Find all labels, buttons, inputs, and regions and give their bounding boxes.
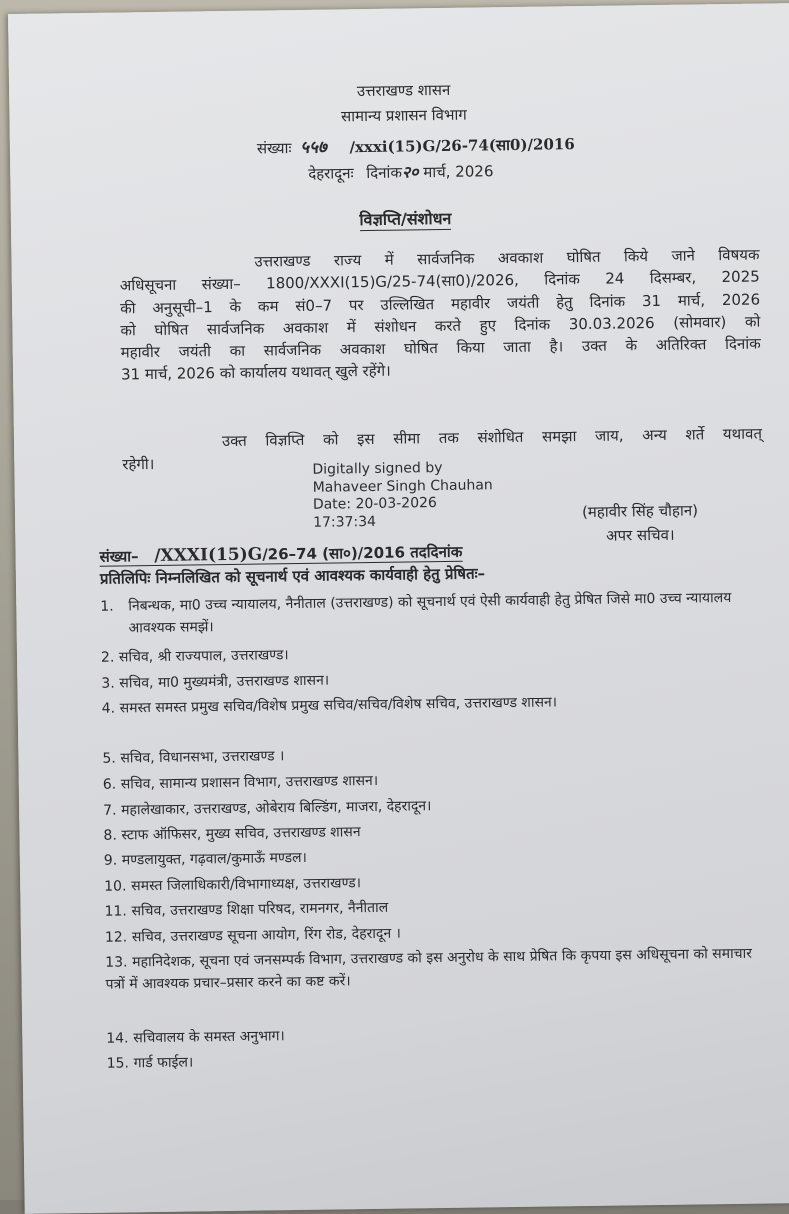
recipient-item: 2. सचिव, श्री राज्यपाल, उत्तराखण्ड। xyxy=(100,647,289,666)
digital-signature-line: Digitally signed by xyxy=(312,459,443,478)
recipient-item: 1. निबन्धक, मा0 उच्च न्यायालय, नैनीताल (उत्तराखण्ड) को सूचनार्थ एवं ऐसी कार्यवाही हेतु प्रेषित जिसे मा0 उच्च न्यायालय आवश्यक समझें। xyxy=(100,589,732,637)
recipient-item: 3. सचिव, मा0 मुख्यमंत्री, उत्तराखण्ड शासन। xyxy=(101,672,330,692)
order-number-line xyxy=(257,131,575,158)
place-label: देहरादूनः xyxy=(308,164,354,183)
recipient-item: 9. मण्डलायुक्त, गढ़वाल/कुमाऊँ मण्डल। xyxy=(103,849,307,869)
recipient-item: 5. सचिव, विधानसभा, उत्तराखण्ड । xyxy=(102,748,285,767)
signatory-block xyxy=(555,498,726,548)
body-line: अधिसूचना संख्या– 1800/XXXI(15)G/25-74(सा0)/2026, दिनांक 24 दिसम्बर, 2025 xyxy=(119,267,760,295)
govt-heading: उत्तराखण्ड शासन xyxy=(356,80,451,101)
date-prefix: दिनांक xyxy=(366,163,403,183)
recipient-item: 8. स्टाफ ऑफिसर, मुख्य सचिव, उत्तराखण्ड शासन xyxy=(103,824,361,844)
digital-signature-line: Mahaveer Singh Chauhan xyxy=(312,476,493,496)
recipient-item: 10. समस्त जिलाधिकारी/विभागाध्यक्ष, उत्तराखण्ड। xyxy=(104,875,362,895)
order-number-handwritten: ५५७ xyxy=(300,137,327,158)
body-paragraph xyxy=(119,244,761,387)
copy-number-block xyxy=(99,543,462,567)
document-title: विज्ञप्ति/संशोधन xyxy=(359,208,452,230)
body-line: उत्तराखण्ड राज्य में सार्वजनिक अवकाश घोषित किये जाने विषयक xyxy=(254,245,760,271)
order-number-ref: /xxxi(15)G/26-74(सा0)/2016 xyxy=(349,135,575,157)
copy-intro: प्रतिलिपिः निम्नलिखित को सूचनार्थ एवं आवश्यक कार्यवाही हेतु प्रेषितः– xyxy=(99,564,486,588)
body-line: की अनुसूची–1 के कम सं0–7 पर उल्लिखित महावीर जयंती हेतु दिनांक 31 मार्च, 2026 xyxy=(119,290,761,318)
closing-line: रहेगी। xyxy=(122,455,155,474)
copy-number-ref: /XXXI(15)G xyxy=(154,544,263,567)
recipient-item: 6. सचिव, सामान्य प्रशासन विभाग, उत्तराखण्ड शासन। xyxy=(102,772,379,793)
recipient-list xyxy=(100,586,765,1072)
signatory-designation: अपर सचिव। xyxy=(605,525,675,545)
digital-signature-block xyxy=(312,459,493,532)
digital-signature-line: Date: 20-03-2026 xyxy=(312,495,437,513)
recipient-item: 7. महालेखाकार, उत्तराखण्ड, ओबेराय बिल्डिंग, माजरा, देहरादून। xyxy=(103,798,432,819)
recipient-item: 11. सचिव, उत्तराखण्ड शिक्षा परिषद, रामनगर, नैनीताल xyxy=(104,899,389,920)
document-page xyxy=(8,3,789,1214)
body-line: को घोषित सार्वजनिक अवकाश में संशोधन करते हुए दिनांक 30.03.2026 (सोमवार) को xyxy=(120,312,761,340)
date-suffix: मार्च, 2026 xyxy=(423,162,494,182)
closing-line: उक्त विज्ञप्ति को इस सीमा तक संशोधित समझा जाय, अन्य शर्ते यथावत् xyxy=(221,424,763,451)
department-heading: सामान्य प्रशासन विभाग xyxy=(340,105,467,126)
recipient-item: 15. गार्ड फाईल। xyxy=(106,1054,194,1072)
date-handwritten: २० xyxy=(401,162,419,182)
copy-number-prefix: संख्या– xyxy=(99,547,139,566)
copy-number-rest: /26–74 (सा०)/2016 तददिनांक xyxy=(262,542,463,564)
signatory-name: (महावीर सिंह चौहान) xyxy=(581,501,699,522)
copy-number-line xyxy=(99,542,462,567)
recipient-item: 13. महानिदेशक, सूचना एवं जनसम्पर्क विभाग, उत्तराखण्ड को इस अनुरोध के साथ प्रेषित कि कृपया इस अधिसूचना को समाचार पत्रों में आवश्यक प्रचार–प्रसार करने का कष्ट करें। xyxy=(105,945,753,993)
recipient-item: 14. सचिवालय के समस्त अनुभाग। xyxy=(106,1028,285,1047)
body-line: महावीर जयंती का सार्वजनिक अवकाश घोषित किया जाता है। उक्त के अतिरिक्त दिनांक xyxy=(120,334,761,362)
digital-signature-line: 17:37:34 xyxy=(313,513,377,531)
body-line: 31 मार्च, 2026 को कार्यालय यथावत् खुले रहेंगे। xyxy=(120,362,391,384)
date-line xyxy=(308,159,493,184)
recipient-item: 12. सचिव, उत्तराखण्ड सूचना आयोग, रिंग रोड, देहरादून । xyxy=(104,925,402,946)
recipient-item: 4. समस्त समस्त प्रमुख सचिव/विशेष प्रमुख सचिव/सचिव/विशेष सचिव, उत्तराखण्ड शासन। xyxy=(101,694,558,717)
order-number-label: संख्याः xyxy=(256,139,292,158)
